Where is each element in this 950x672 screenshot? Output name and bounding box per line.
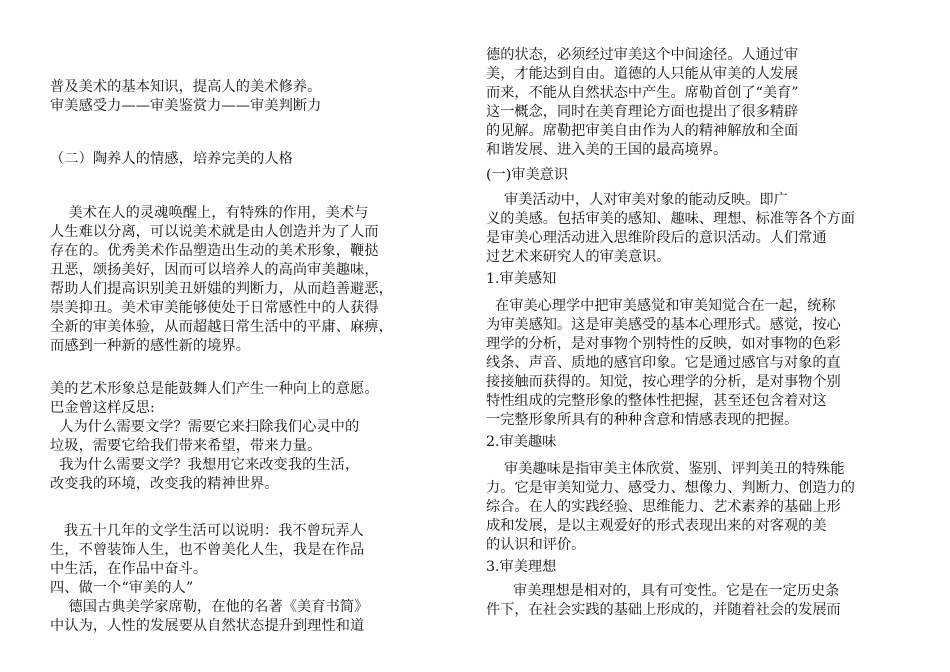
text-line: 全新的审美体验，从而超越日常生活中的平庸、麻痹， (50, 319, 393, 335)
text-line: 审美理想是相对的，具有可变性。它是在一定历史条 (486, 583, 840, 599)
text-line: 德的状态，必须经过审美这个中间途径。人通过审 (486, 47, 799, 63)
text-line: 人生难以分离，可以说美术就是由人创造并为了人而 (50, 224, 379, 240)
quote-line: 人为什么需要文学？需要它来扫除我们心灵中的 (50, 419, 360, 435)
section-heading: 2.审美趣味 (486, 434, 557, 450)
quote-line: 改变我的环境，改变我的精神世界。 (50, 476, 279, 492)
text-line: 这一概念，同时在美育理论方面也提出了很多精辟 (486, 104, 799, 120)
section-heading: 1.审美感知 (486, 271, 557, 287)
text-line: 件下，在社会实践的基础上形成的，并随着社会的发展而 (486, 602, 841, 618)
text-line: 的认识和评价。 (486, 537, 586, 553)
text-line: 理学的分析，是对事物个别特性的反映，如对事物的色彩 (486, 336, 841, 352)
text-line: 和谐发展、进入美的王国的最高境界。 (486, 142, 728, 158)
quote-line: 生，不曾装饰人生，也不曾美化人生，我是在作品 (50, 542, 365, 558)
quote-line: 我为什么需要文学？我想用它来改变我的生活， (50, 457, 360, 473)
text-line: 中认为，人性的发展要从自然状态提升到理性和道 (50, 618, 365, 634)
quote-line: 中生活，在作品中奋斗。 (50, 561, 208, 577)
text-line: 义的美感。包括审美的感知、趣味、理想、标准等各个方面 (486, 211, 855, 227)
text-line: 审美感受力——审美鉴赏力——审美判断力 (50, 98, 322, 114)
text-line: 德国古典美学家席勒，在他的名著《美育书简》 (50, 599, 369, 615)
text-line: 审美趣味是指审美主体欣赏、鉴别、评判美丑的特殊能 (486, 461, 845, 477)
text-line: 接接触而获得的。知觉，按心理学的分析，是对事物个别 (486, 374, 841, 390)
text-line: 美的艺术形象总是能鼓舞人们产生一种向上的意愿。 (50, 381, 379, 397)
text-line: 为审美感知。这是审美感受的基本心理形式。感觉，按心 (486, 317, 841, 333)
text-line: 崇美抑丑。美术审美能够使处于日常感性中的人获得 (50, 300, 379, 316)
section-heading: 四、做一个“审美的人” (50, 580, 194, 596)
text-line: 存在的。优秀美术作品塑造出生动的美术形象，鞭挞 (50, 243, 379, 259)
text-line: 综合。在人的实践经验、思维能力、艺术素养的基础上形 (486, 499, 841, 515)
section-heading: (一)审美意识 (486, 167, 569, 183)
text-line: 美，才能达到自由。道德的人只能从审美的人发展 (486, 66, 799, 82)
text-line: 力。它是审美知觉力、感受力、想像力、判断力、创造力的 (486, 480, 855, 496)
text-line: 美术在人的灵魂唤醒上，有特殊的作用，美术与 (50, 205, 369, 221)
text-line: 一完整形象所具有的种种含意和情感表现的把握。 (486, 412, 799, 428)
text-line: 丑恶，颂扬美好，因而可以培养人的高尚审美趣味， (50, 262, 379, 278)
text-line: 特性组成的完整形象的整体性把握，甚至还包含着对这 (486, 393, 827, 409)
text-line: 成和发展，是以主观爱好的形式表现出来的对客观的美 (486, 518, 827, 534)
section-heading: 3.审美理想 (486, 559, 557, 575)
text-line: 线条、声音、质地的感官印象。它是通过感官与对象的直 (486, 355, 841, 371)
text-line: 过艺术来研究人的审美意识。 (486, 249, 671, 265)
section-heading: （二）陶养人的情感，培养完美的人格 (50, 151, 293, 167)
text-line: 巴金曾这样反思: (50, 400, 155, 416)
quote-line: 我五十几年的文学生活可以说明：我不曾玩弄人 (50, 523, 364, 539)
text-line: 普及美术的基本知识，提高人的美术修养。 (50, 79, 322, 95)
text-line: 帮助人们提高识别美丑妍媸的判断力，从而趋善避恶， (50, 281, 393, 297)
text-line: 而来，不能从自然状态中产生。席勒首创了“美育” (486, 85, 799, 101)
text-line: 而感到一种新的感性新的境界。 (50, 338, 251, 354)
text-line: 在审美心理学中把审美感觉和审美知觉合在一起，统称 (486, 298, 836, 314)
text-line: 审美活动中，人对审美对象的能动反映。即广 (486, 192, 788, 208)
text-line: 是审美心理活动进入思维阶段后的意识活动。人们常通 (486, 230, 827, 246)
text-line: 的见解。席勒把审美自由作为人的精神解放和全面 (486, 123, 799, 139)
quote-line: 垃圾，需要它给我们带来希望，带来力量。 (50, 438, 322, 454)
